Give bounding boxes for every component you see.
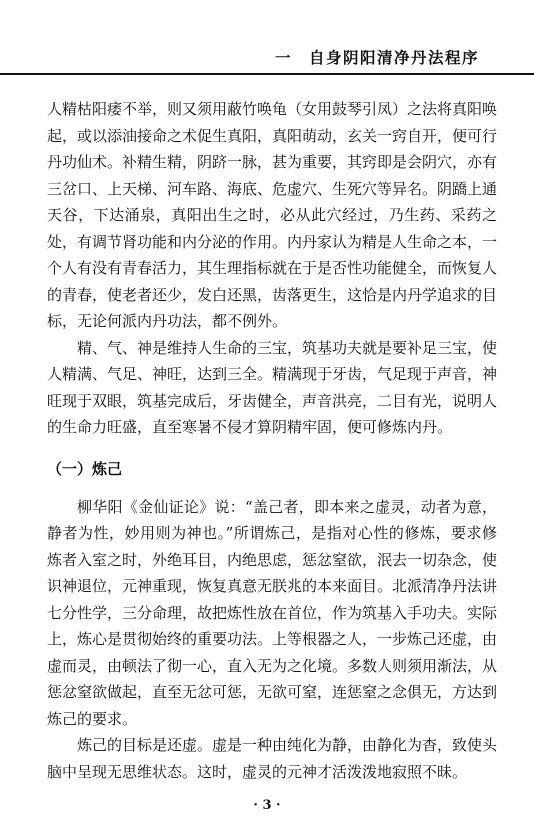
paragraph-lianji-goal: 炼己的目标是还虚。虚是一种由纯化为静，由静化为杳，致使头脑中呈现无思维状态。这时，虚灵的元神才活泼泼地寂照不昧。 xyxy=(47,736,498,781)
section-heading: （一）炼己 xyxy=(47,459,123,478)
running-header: 一 自身阴阳清净丹法程序 xyxy=(275,48,480,67)
header-rule xyxy=(0,73,534,75)
paragraph-lianji-definition: 柳华阳《金仙证论》说：“盖己者，即本来之虚灵，动者为意，静者为性，妙用则为神也。”所谓炼己，是指对心性的修炼，要求修炼者入室之时，外绝耳目，内绝思虑，惩忿窒欲，泯去一切杂念，使识神退位，元神重现，恢复真意无朕兆的本来面目。北派清净丹法讲七分性学，三分命理，故把炼性放在首位，作为筑基入手功夫。实际上，炼心是贯彻始终的重要功法。上等根器之人，一步炼己还虚，由虚而灵，由顿法了彻一心，直入无为之化境。多数人则须用渐法，从惩忿窒欲做起，直至无忿可惩，无欲可窒，连惩窒之念俱无，方达到炼己的要求。 xyxy=(47,497,498,728)
paragraph-continued: 人精枯阳痿不举，则又须用蔽竹唤龟（女用鼓琴引凤）之法将真阳唤起，或以添油接命之术促生真阳，真阳萌动，玄关一窍自开，便可行丹功仙术。补精生精，阴跻一脉，甚为重要，其窍即是会阴穴，亦有三岔口、上天梯、河车路、海底、危虚穴、生死穴等异名。阴蹻上通天谷，下达涌泉，真阳出生之时，必从此穴经过，乃生药、采药之处，有调节肾功能和内分泌的作用。内丹家认为精是人生命之本，一个人有没有青春活力，其生理指标就在于是否性功能健全，而恢复人的青春，使老者还少，发白还黑，齿落更生，这恰是内丹学追求的目标，无论何派内丹功法，都不例外。 xyxy=(47,100,498,330)
paragraph-three-treasures: 精、气、神是维持人生命的三宝，筑基功夫就是要补足三宝，使人精满、气足、神旺，达到三全。精满现于牙齿，气足现于声音，神旺现于双眼，筑基完成后，牙齿健全，声音洪亮，二目有光，说明人的生命力旺盛，直至寒暑不侵才算阴精牢固，便可修炼内丹。 xyxy=(47,338,498,436)
body-text xyxy=(47,96,497,785)
page-number: · 3 · xyxy=(253,798,281,813)
